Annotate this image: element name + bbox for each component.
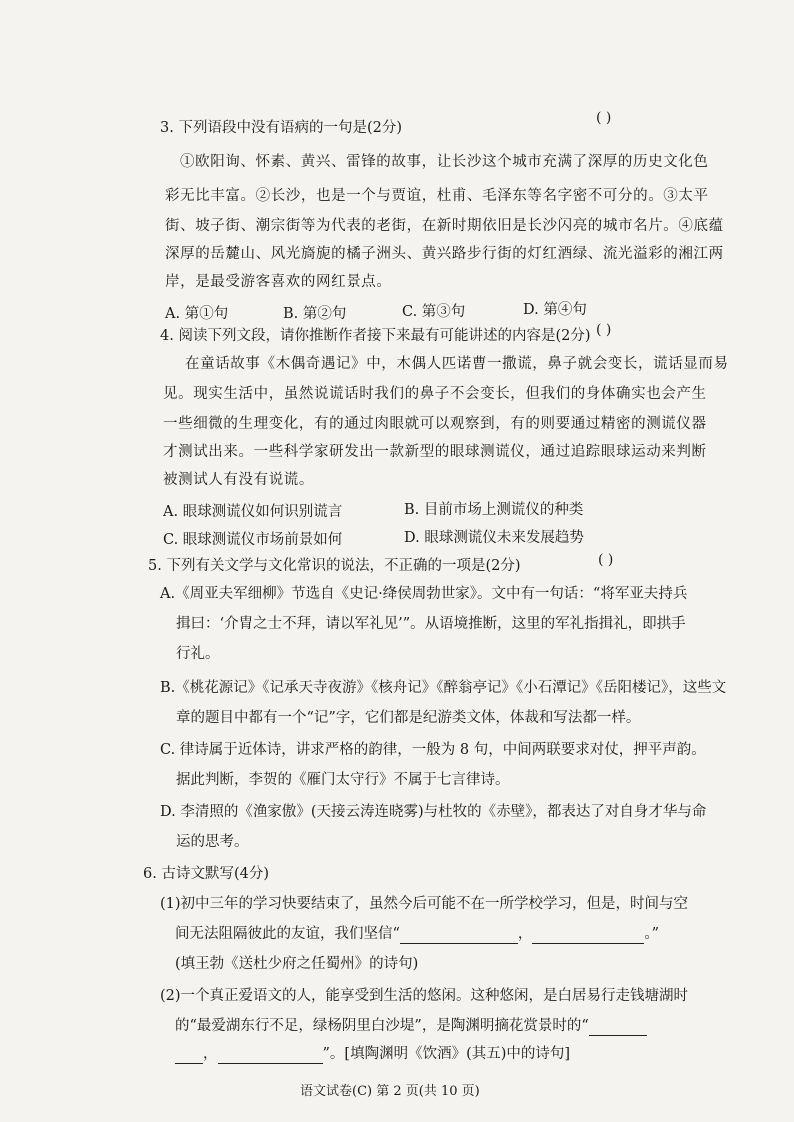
q4-option-b: B. 目前市场上测谎仪的种类: [404, 502, 584, 518]
q4-answer-paren: ( ): [596, 322, 612, 338]
q5-stem: 5. 下列有关文学与文化常识的说法，不正确的一项是(2分): [148, 558, 521, 574]
q5-option-line: 章的题目中都有一个“记”字，它们都是纪游类文体，体裁和写法都一样。: [176, 710, 641, 726]
q5-option-line: 据此判断，李贺的《雁门太守行》不属于七言律诗。: [176, 772, 510, 788]
q4-option-c: C. 眼球测谎仪市场前景如何: [163, 532, 343, 548]
q5-option-line: 揖曰：‘介胄之士不拜，请以军礼见’”。从语境推断，这里的军礼指揖礼，即拱手: [176, 616, 686, 632]
q3-passage-line: 深厚的岳麓山、风光旖旎的橘子洲头、黄兴路步行街的灯红酒绿、流光溢彩的湘江两: [165, 246, 724, 262]
q4-option-a: A. 眼球测谎仪如何识别谎言: [163, 504, 343, 520]
answer-blank[interactable]: [400, 927, 518, 944]
q3-passage-line: 岸，是最受游客喜欢的网红景点。: [165, 274, 392, 290]
q6-part1-line: (1)初中三年的学习快要结束了，虽然今后可能不在一所学校学习，但是，时间与空: [160, 896, 689, 912]
q6-part2-text: 的“最爱湖东行不足，绿杨阴里白沙堤”，是陶渊明摘花赏景时的“: [175, 1018, 589, 1034]
answer-blank[interactable]: [175, 1047, 203, 1064]
q5-option-line: 行礼。: [176, 646, 220, 662]
q6-part2-note: ”。[填陶渊明《饮酒》(其五)中的诗句]: [322, 1046, 571, 1062]
q5-option-line: 运的思考。: [176, 834, 249, 850]
answer-blank[interactable]: [532, 927, 644, 944]
q3-option-c: C. 第③句: [402, 304, 466, 320]
q3-option-d: D. 第④句: [523, 302, 587, 318]
q4-passage-line: 才测试出来。一些科学家研发出一款新型的眼球测谎仪，通过追踪眼球运动来判断: [163, 444, 707, 460]
q4-passage-line: 被测试人有没有说谎。: [163, 472, 314, 488]
q4-option-d: D. 眼球测谎仪未来发展趋势: [404, 530, 584, 546]
q3-passage-line: 街、坡子街、潮宗街等为代表的老街，在新时期依旧是长沙闪亮的城市名片。④底蕴: [165, 218, 724, 234]
q5-option-line: B.《桃花源记》《记承天寺夜游》《核舟记》《醉翁亭记》《小石潭记》《岳阳楼记》，这些文: [160, 680, 727, 696]
q6-stem: 6. 古诗文默写(4分): [143, 866, 269, 882]
q6-part2-comma: ，: [203, 1046, 218, 1062]
q3-passage-line: 彩无比丰富。②长沙，也是一个与贾谊，杜甫、毛泽东等名字密不可分的。③太平: [165, 188, 709, 204]
q6-part2-line: [175, 1016, 647, 1036]
q5-option-line: A.《周亚夫军细柳》节选自《史记·绛侯周勃世家》。文中有一句话：“将军亚夫持兵: [160, 586, 688, 602]
q6-part1-text: 间无法阻隔彼此的友谊，我们坚信“: [175, 926, 400, 942]
q5-option-line: C. 律诗属于近体诗，讲求严格的韵律，一般为 8 句，中间两联要求对仗，押平声韵。: [160, 742, 706, 758]
q4-passage-line: 一些细微的生理变化，有的通过肉眼就可以观察到，有的则要通过精密的测谎仪器: [163, 416, 707, 432]
q3-option-b: B. 第②句: [283, 306, 347, 322]
q5-answer-paren: ( ): [598, 552, 614, 568]
answer-blank[interactable]: [589, 1019, 647, 1036]
q6-part1-end: 。”: [644, 926, 660, 942]
q4-passage-line: 见。现实生活中，虽然说谎话时我们的鼻子不会变长，但我们的身体确实也会产生: [163, 386, 707, 402]
q6-part1-note: (填王勃《送杜少府之任蜀州》的诗句): [175, 956, 419, 972]
q6-part1-comma: ，: [517, 926, 533, 942]
page-footer: 语文试卷(C) 第 2 页(共 10 页): [300, 1084, 480, 1099]
q4-passage-line: 在童话故事《木偶奇遇记》中，木偶人匹诺曹一撒谎，鼻子就会变长，谎话显而易: [185, 356, 729, 372]
q3-stem: 3. 下列语段中没有语病的一句是(2分): [160, 120, 402, 136]
q6-part1-line: [175, 924, 659, 944]
q3-answer-paren: ( ): [596, 110, 612, 126]
q3-passage-line: ①欧阳询、怀素、黄兴、雷锋的故事，让长沙这个城市充满了深厚的历史文化色: [180, 154, 709, 170]
q5-option-line: D. 李清照的《渔家傲》(天接云涛连晓雾)与杜牧的《赤壁》，都表达了对自身才华与命: [160, 804, 707, 820]
q3-option-a: A. 第①句: [165, 306, 229, 322]
q4-stem: 4. 阅读下列文段，请你推断作者接下来最有可能讲述的内容是(2分): [160, 328, 591, 344]
answer-blank[interactable]: [218, 1047, 323, 1064]
q6-part2-line: (2)一个真正爱语文的人，能享受到生活的悠闲。这种悠闲，是白居易行走钱塘湖时: [160, 988, 689, 1004]
q6-part2-line: [175, 1044, 570, 1064]
